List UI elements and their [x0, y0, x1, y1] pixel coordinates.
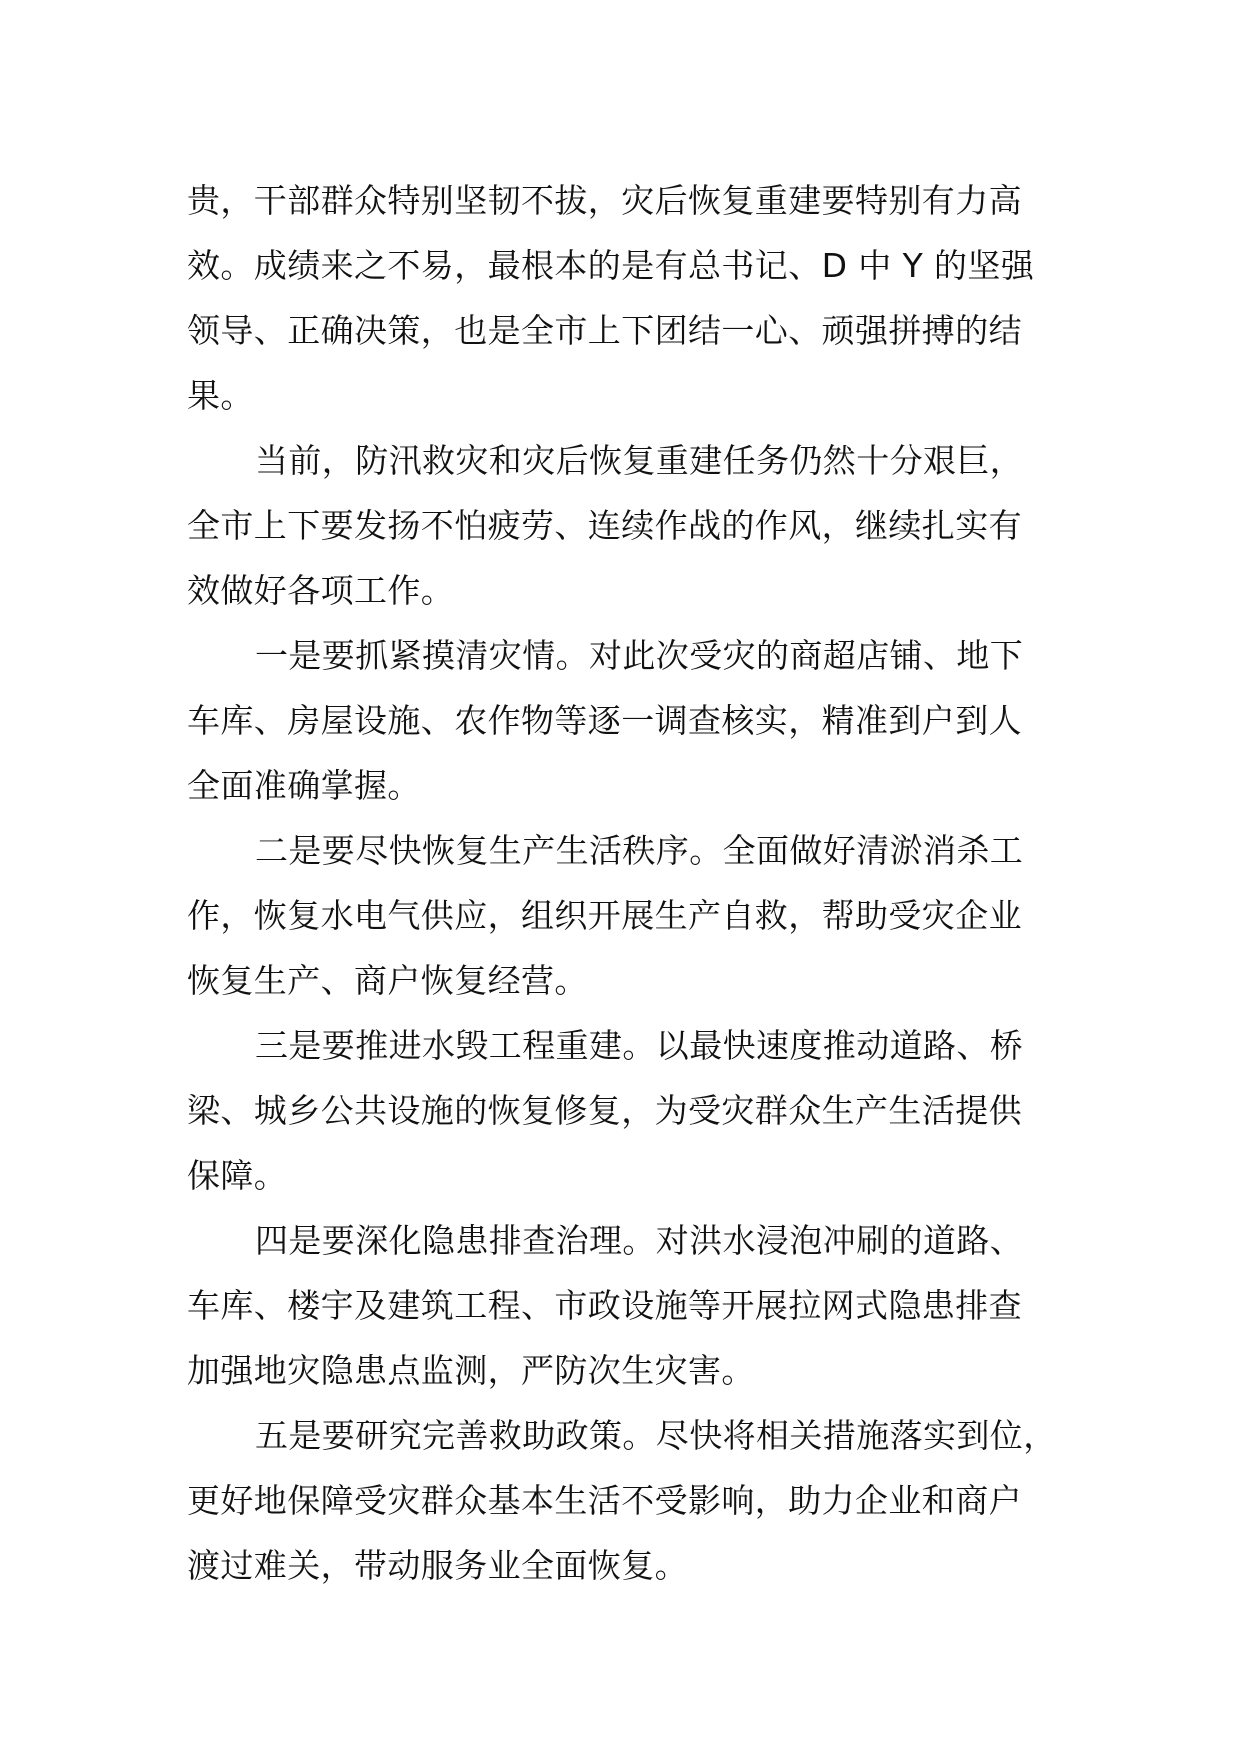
text-line: 车库、房屋设施、农作物等逐一调查核实，精准到户到人 [187, 701, 1022, 740]
text-line: 保障。 [187, 1156, 288, 1195]
text-line: 领导、正确决策，也是全市上下团结一心、顽强拼搏的结 [187, 311, 1022, 350]
paragraph-first-line: 四是要深化隐患排查治理。对洪水浸泡冲刷的道路、 [255, 1221, 1024, 1260]
text-line: 效。成绩来之不易，最根本的是有总书记、D 中 Y 的坚强 [187, 246, 1035, 285]
text-line: 效做好各项工作。 [187, 571, 455, 610]
paragraph-first-line: 五是要研究完善救助政策。尽快将相关措施落实到位， [255, 1416, 1057, 1455]
paragraph-first-line: 一是要抓紧摸清灾情。对此次受灾的商超店铺、地下 [255, 636, 1024, 675]
text-line: 全市上下要发扬不怕疲劳、连续作战的作风，继续扎实有 [187, 506, 1022, 545]
paragraph-first-line: 当前，防汛救灾和灾后恢复重建任务仍然十分艰巨， [255, 441, 1024, 480]
text-line: 加强地灾隐患点监测，严防次生灾害。 [187, 1351, 755, 1390]
text-line: 果。 [187, 376, 254, 415]
paragraph-first-line: 三是要推进水毁工程重建。以最快速度推动道路、桥 [255, 1026, 1024, 1065]
text-line: 梁、城乡公共设施的恢复修复，为受灾群众生产生活提供 [187, 1091, 1022, 1130]
text-line: 车库、楼宇及建筑工程、市政设施等开展拉网式隐患排查 [187, 1286, 1022, 1325]
text-line: 贵，干部群众特别坚韧不拔，灾后恢复重建要特别有力高 [187, 181, 1022, 220]
text-line: 作，恢复水电气供应，组织开展生产自救，帮助受灾企业 [187, 896, 1022, 935]
paragraph-first-line: 二是要尽快恢复生产生活秩序。全面做好清淤消杀工 [255, 831, 1024, 870]
document-body [187, 168, 1067, 1598]
text-line: 更好地保障受灾群众基本生活不受影响，助力企业和商户 [187, 1481, 1022, 1520]
text-line: 全面准确掌握。 [187, 766, 421, 805]
text-line: 渡过难关，带动服务业全面恢复。 [187, 1546, 688, 1585]
text-line: 恢复生产、商户恢复经营。 [187, 961, 588, 1000]
